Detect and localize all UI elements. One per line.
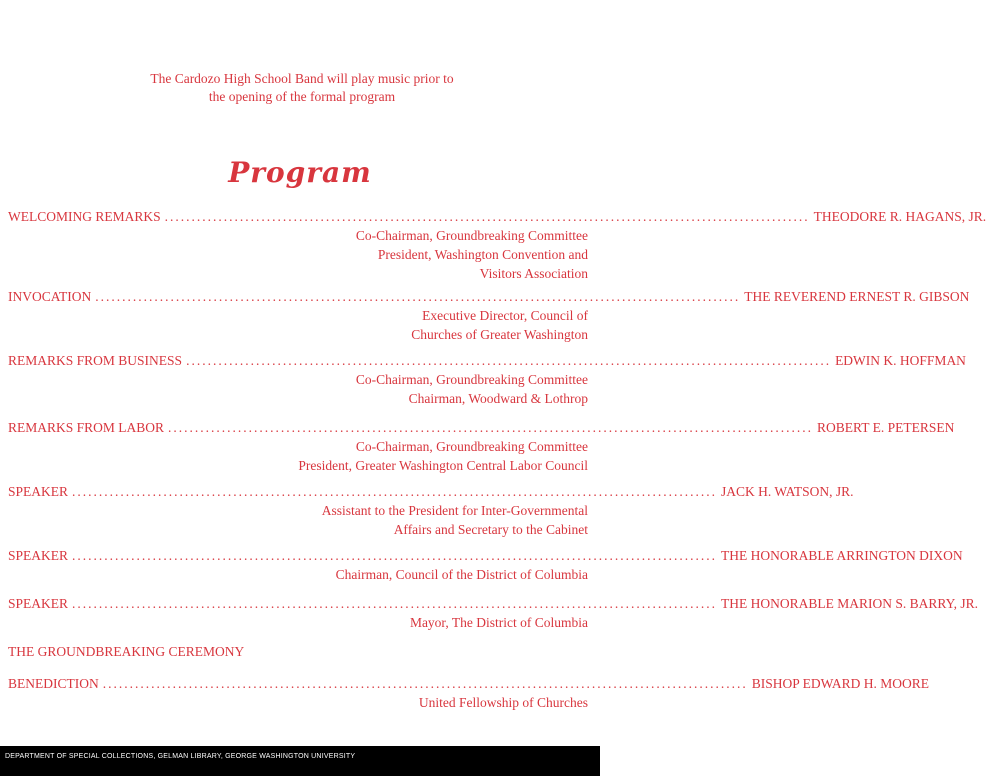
participant-title-line: Assistant to the President for Inter-Governmental [321,503,588,518]
program-entry-row [8,418,955,437]
participant-title-line: Chairman, Woodward & Lothrop [408,391,588,406]
participant-title-line: Affairs and Secretary to the Cabinet [393,522,588,537]
participant-name: THE HONORABLE MARION S. BARRY, JR. [721,596,979,611]
participant-title-line: Chairman, Council of the District of Columbia [335,567,588,582]
dot-leader: ........................................................................................................................ [72,484,718,499]
participant-title-line: Co-Chairman, Groundbreaking Committee [355,439,588,454]
intro-note [0,70,600,106]
program-entry-row [8,207,986,226]
participant-name: THEODORE R. HAGANS, JR. [813,209,986,224]
dot-leader: ........................................................................................................................ [168,420,814,435]
dot-leader: ........................................................................................................................ [164,209,810,224]
program-item-title: INVOCATION [8,289,92,304]
archive-credit-bar: DEPARTMENT OF SPECIAL COLLECTIONS, GELMAN LIBRARY, GEORGE WASHINGTON UNIVERSITY [0,746,600,776]
participant-name: ROBERT E. PETERSEN [817,420,955,435]
program-item-title: SPEAKER [8,484,69,499]
program-entry-row [8,287,970,306]
program-entry-row [8,482,854,501]
program-entry-row [8,594,979,613]
participant-name: BISHOP EDWARD H. MOORE [751,676,930,691]
program-item-title: SPEAKER [8,548,69,563]
program-entry-row [8,351,966,370]
program-entry-row [8,546,963,565]
participant-name: THE REVEREND ERNEST R. GIBSON [744,289,970,304]
program-entry [8,287,970,344]
participant-title-line: Co-Chairman, Groundbreaking Committee [355,372,588,387]
program-item-title: BENEDICTION [8,676,99,691]
program-heading: Program [228,156,372,189]
participant-name: THE HONORABLE ARRINGTON DIXON [721,548,963,563]
participant-title-line: Co-Chairman, Groundbreaking Committee [355,228,588,243]
program-entry [8,351,966,408]
program-item-title: REMARKS FROM LABOR [8,420,165,435]
dot-leader: ........................................................................................................................ [72,548,718,563]
program-item-title: SPEAKER [8,596,69,611]
program-entry [8,674,930,712]
participant-title-line: United Fellowship of Churches [418,695,588,710]
dot-leader: ........................................................................................................................ [102,676,748,691]
program-entry [8,418,955,475]
participant-title-line: President, Washington Convention and [377,247,588,262]
dot-leader: ........................................................................................................................ [95,289,741,304]
participant-name: JACK H. WATSON, JR. [721,484,854,499]
program-entry-row [8,674,930,693]
participant-title-line: Executive Director, Council of [422,308,588,323]
program-entry [8,594,979,632]
dot-leader: ........................................................................................................................ [186,353,832,368]
participant-name: EDWIN K. HOFFMAN [835,353,966,368]
program-entry-row [8,642,588,661]
participant-title-line: Mayor, The District of Columbia [409,615,588,630]
program-entry [8,546,963,584]
program-entry [8,482,854,539]
program-item-title: THE GROUNDBREAKING CEREMONY [8,644,245,659]
program-entry [8,207,986,283]
program-entry [8,642,588,661]
intro-line-1: The Cardozo High School Band will play music prior to [150,71,454,86]
program-item-title: REMARKS FROM BUSINESS [8,353,183,368]
participant-title-line: Churches of Greater Washington [411,327,588,342]
program-item-title: WELCOMING REMARKS [8,209,161,224]
participant-title-line: Visitors Association [479,266,588,281]
intro-line-2: the opening of the formal program [208,89,396,104]
dot-leader: ........................................................................................................................ [72,596,718,611]
participant-title-line: President, Greater Washington Central Labor Council [298,458,588,473]
